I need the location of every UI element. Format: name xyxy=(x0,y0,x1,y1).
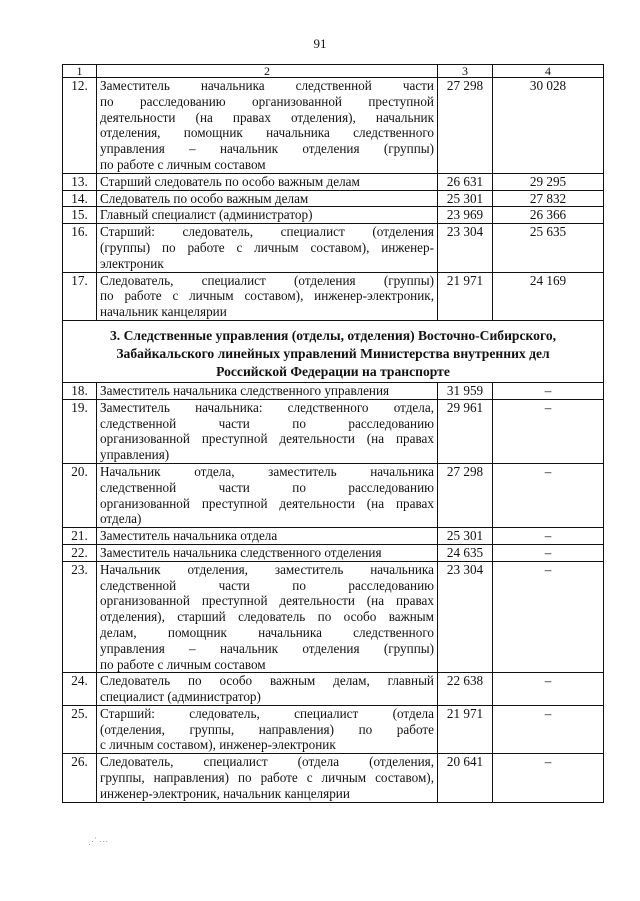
salary-col-4: 30 028 xyxy=(493,78,604,174)
salary-col-3: 27 298 xyxy=(438,78,493,174)
header-col-1: 1 xyxy=(63,65,97,78)
salary-col-4: – xyxy=(493,382,604,399)
salary-col-3: 31 959 xyxy=(438,382,493,399)
salary-col-4: – xyxy=(493,561,604,673)
position-title xyxy=(97,173,438,190)
position-title xyxy=(97,673,438,706)
position-title-line: Следователь, специалист (отдела (отделения, xyxy=(100,754,434,770)
position-title-line: деятельности (на правах отделения), начальник xyxy=(100,109,434,125)
section-title xyxy=(63,320,604,382)
salary-col-4: – xyxy=(493,673,604,706)
position-title-line: делам, помощник начальника следственного xyxy=(100,624,434,640)
position-title-line: отдела) xyxy=(100,511,142,527)
position-title-line: организованной преступной деятельности (на правах xyxy=(100,431,434,447)
row-number: 13. xyxy=(63,173,97,190)
salary-col-3: 21 971 xyxy=(438,705,493,753)
header-row xyxy=(63,65,604,78)
position-title xyxy=(97,78,438,174)
salary-col-4: 25 635 xyxy=(493,224,604,272)
row-number: 14. xyxy=(63,190,97,207)
table-row xyxy=(63,173,604,190)
row-number: 15. xyxy=(63,207,97,224)
salary-col-3: 24 635 xyxy=(438,544,493,561)
position-title-line: управления – начальник отделения (группы) xyxy=(100,141,434,157)
table-row xyxy=(63,561,604,673)
salary-col-3: 20 641 xyxy=(438,754,493,802)
table-row xyxy=(63,754,604,802)
position-title-line: Следователь по особо важным делам xyxy=(100,190,309,206)
position-title-line: управления) xyxy=(100,447,170,463)
salary-col-4: 29 295 xyxy=(493,173,604,190)
row-number: 20. xyxy=(63,463,97,527)
table-row xyxy=(63,190,604,207)
position-title-line: следственной части по расследованию xyxy=(100,479,434,495)
header-col-2: 2 xyxy=(97,65,438,78)
position-title-line: организованной преступной деятельности (на правах xyxy=(100,495,434,511)
table-row xyxy=(63,399,604,463)
position-title-line: отделения, помощник начальника следственного xyxy=(100,125,434,141)
salary-col-4: – xyxy=(493,544,604,561)
position-title xyxy=(97,207,438,224)
row-number: 17. xyxy=(63,272,97,320)
position-title xyxy=(97,463,438,527)
position-title-line: специалист (администратор) xyxy=(100,689,261,705)
position-title xyxy=(97,399,438,463)
table-row xyxy=(63,78,604,174)
salary-col-3: 29 961 xyxy=(438,399,493,463)
position-title-line: Главный специалист (администратор) xyxy=(100,207,313,223)
salary-col-3: 23 969 xyxy=(438,207,493,224)
position-title-line: следственной части по расследованию xyxy=(100,577,434,593)
position-title-line: по работе с личным составом xyxy=(100,156,266,172)
row-number: 23. xyxy=(63,561,97,673)
position-title xyxy=(97,224,438,272)
position-title-line: группы, направления) по работе с личным составом), xyxy=(100,770,434,786)
salary-col-4: – xyxy=(493,463,604,527)
position-title-line: Заместитель начальника: следственного отдела, xyxy=(100,399,434,415)
section-title-line: Забайкальского линейных управлений Министерства внутренних дел xyxy=(116,345,550,361)
salary-col-3: 25 301 xyxy=(438,528,493,545)
position-title-line: Старший следователь по особо важным делам xyxy=(100,173,360,189)
table-row xyxy=(63,463,604,527)
position-title-line: (группы) по работе с личным составом), инженер- xyxy=(100,239,434,255)
salary-col-4: 27 832 xyxy=(493,190,604,207)
section-title-line: Российской Федерации на транспорте xyxy=(216,363,450,379)
section-title-line: 3. Следственные управления (отделы, отделения) Восточно-Сибирского, xyxy=(109,327,557,343)
row-number: 18. xyxy=(63,382,97,399)
row-number: 22. xyxy=(63,544,97,561)
position-title xyxy=(97,382,438,399)
position-title xyxy=(97,754,438,802)
position-title-line: организованной преступной деятельности (на правах xyxy=(100,593,434,609)
position-title-line: Начальник отдела, заместитель начальника xyxy=(100,463,434,479)
table-row xyxy=(63,224,604,272)
position-title-line: Заместитель начальника следственного управления xyxy=(100,382,390,398)
table-row xyxy=(63,528,604,545)
position-title-line: Следователь, специалист (отделения (группы) xyxy=(100,272,434,288)
position-title-line: Заместитель начальника отдела xyxy=(100,528,278,544)
position-title xyxy=(97,561,438,673)
salary-col-4: – xyxy=(493,705,604,753)
position-title-line: по расследованию организованной преступной xyxy=(100,93,434,109)
position-title-line: Старший: следователь, специалист (отделения xyxy=(100,224,434,240)
salary-table xyxy=(62,64,604,803)
margin-mark: ⋰ ⋯ xyxy=(88,836,109,846)
header-col-3: 3 xyxy=(438,65,493,78)
position-title-line: Заместитель начальника следственного отделения xyxy=(100,544,382,560)
position-title-line: с личным составом), инженер-электроник xyxy=(100,737,336,753)
header-col-4: 4 xyxy=(493,65,604,78)
position-title xyxy=(97,705,438,753)
position-title-line: инженер-электроник, начальник канцелярии xyxy=(100,785,350,801)
row-number: 24. xyxy=(63,673,97,706)
salary-col-3: 21 971 xyxy=(438,272,493,320)
table-row xyxy=(63,382,604,399)
position-title xyxy=(97,272,438,320)
position-title xyxy=(97,544,438,561)
salary-col-4: – xyxy=(493,399,604,463)
table-row xyxy=(63,705,604,753)
salary-col-4: 24 169 xyxy=(493,272,604,320)
position-title-line: Заместитель начальника следственной части xyxy=(100,78,434,93)
position-title-line: по работе с личным составом xyxy=(100,656,266,672)
position-title-line: (отделения, группы, направления) по работе xyxy=(100,721,434,737)
salary-col-3: 27 298 xyxy=(438,463,493,527)
row-number: 19. xyxy=(63,399,97,463)
table-row xyxy=(63,544,604,561)
position-title-line: Следователь по особо важным делам, главный xyxy=(100,673,434,689)
row-number: 26. xyxy=(63,754,97,802)
position-title-line: электроник xyxy=(100,255,164,271)
row-number: 21. xyxy=(63,528,97,545)
page-number: 91 xyxy=(313,36,327,51)
table-row xyxy=(63,207,604,224)
row-number: 25. xyxy=(63,705,97,753)
salary-col-3: 22 638 xyxy=(438,673,493,706)
salary-col-3: 23 304 xyxy=(438,224,493,272)
salary-col-3: 25 301 xyxy=(438,190,493,207)
salary-col-3: 26 631 xyxy=(438,173,493,190)
section-header-row xyxy=(63,320,604,382)
salary-col-4: 26 366 xyxy=(493,207,604,224)
row-number: 12. xyxy=(63,78,97,174)
salary-col-4: – xyxy=(493,754,604,802)
position-title-line: начальник канцелярии xyxy=(100,304,227,320)
position-title xyxy=(97,190,438,207)
position-title-line: отделения), старший следователь по особо важным xyxy=(100,609,434,625)
salary-col-3: 23 304 xyxy=(438,561,493,673)
position-title-line: управления – начальник отделения (группы) xyxy=(100,640,434,656)
salary-col-4: – xyxy=(493,528,604,545)
position-title-line: Старший: следователь, специалист (отдела xyxy=(100,705,434,721)
row-number: 16. xyxy=(63,224,97,272)
position-title xyxy=(97,528,438,545)
table-row xyxy=(63,673,604,706)
table-row xyxy=(63,272,604,320)
position-title-line: по работе с личным составом), инженер-электроник, xyxy=(100,288,434,304)
position-title-line: Начальник отделения, заместитель начальника xyxy=(100,561,434,577)
position-title-line: следственной части по расследованию xyxy=(100,415,434,431)
